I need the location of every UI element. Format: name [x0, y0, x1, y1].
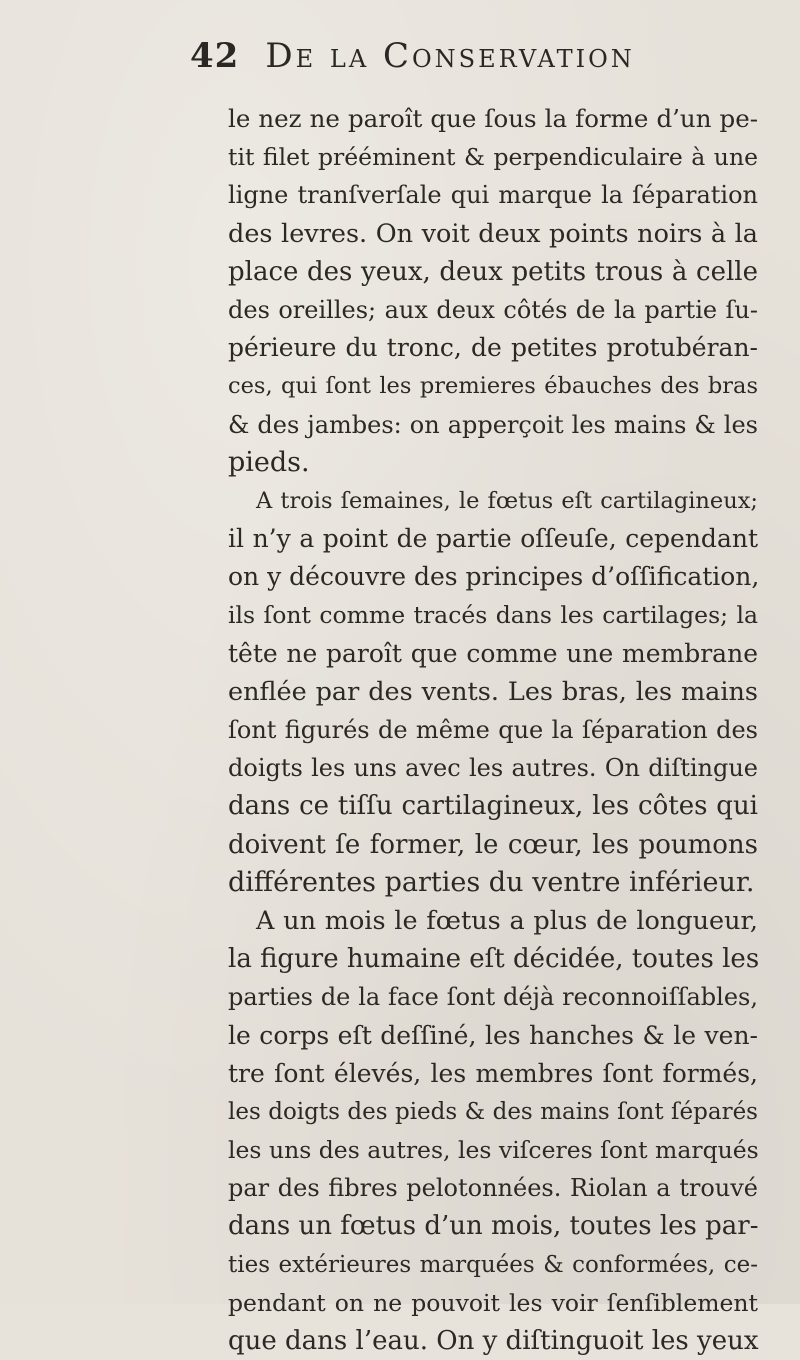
text-line: enflée par des vents. Les bras, les mains	[228, 676, 758, 707]
running-header	[190, 36, 635, 76]
page-number: 42	[190, 36, 240, 76]
text-line: pieds.	[228, 446, 310, 478]
text-line: différentes parties du ventre inférieur.	[228, 866, 755, 898]
text-line: par des fibres pelotonnées. Riolan a trouvé	[228, 1174, 758, 1203]
paragraph-start-line: A trois ſemaines, le fœtus eſt cartilagineux;	[256, 487, 758, 514]
paragraph-start-line: A un mois le fœtus a plus de longueur,	[256, 905, 758, 936]
text-line: des oreilles; aux deux côtés de la partie ſu-	[228, 295, 758, 324]
text-line: dans un fœtus d’un mois, toutes les par-	[228, 1211, 759, 1242]
text-line: on y découvre des principes d’oſſification,	[228, 562, 760, 592]
body-text	[228, 100, 758, 1360]
text-line: tit filet prééminent & perpendiculaire à une	[228, 143, 758, 172]
text-line: doivent ſe former, le cœur, les poumons	[228, 829, 758, 860]
text-line: ligne tranſverſale qui marque la ſéparation	[228, 181, 758, 210]
text-line: dans ce tiſſu cartilagineux, les côtes qui	[228, 791, 758, 822]
text-line: il n’y a point de partie oſſeuſe, cependant	[228, 524, 758, 554]
text-line: parties de la face ſont déjà reconnoiſſables,	[228, 983, 758, 1012]
text-line: doigts les uns avec les autres. On diſtingue	[228, 754, 758, 783]
text-line: place des yeux, deux petits trous à celle	[228, 256, 758, 287]
text-line: tre ſont élevés, les membres ſont formés,	[228, 1058, 758, 1088]
text-line: ces, qui ſont les premieres ébauches des bras	[228, 373, 758, 400]
text-line: tête ne paroît que comme une membrane	[228, 638, 758, 668]
text-line: périeure du tronc, de petites protubéran-	[228, 333, 758, 363]
running-title: De la Conservation	[265, 36, 635, 76]
text-line: les doigts des pieds & des mains ſont ſéparés	[228, 1098, 758, 1125]
text-line: le nez ne paroît que ſous la forme d’un pe-	[228, 104, 758, 133]
text-line: des levres. On voit deux points noirs à la	[228, 218, 758, 249]
text-line: la figure humaine eſt décidée, toutes les	[228, 944, 760, 975]
text-line: les uns des autres, les viſceres ſont marqués	[228, 1136, 759, 1165]
text-line: ils ſont comme tracés dans les cartilages; la	[228, 601, 758, 630]
text-line: ties extérieures marquées & conformées, ce-	[228, 1251, 758, 1278]
text-line: & des jambes: on apperçoit les mains & les	[228, 410, 758, 439]
text-line: que dans l’eau. On y diſtinguoit les yeux	[228, 1326, 759, 1356]
text-line: le corps eſt deſſiné, les hanches & le ven-	[228, 1020, 758, 1050]
text-line: pendant on ne pouvoit les voir ſenſiblement	[228, 1288, 758, 1317]
text-line: ſont figurés de même que la ſéparation des	[228, 716, 758, 744]
